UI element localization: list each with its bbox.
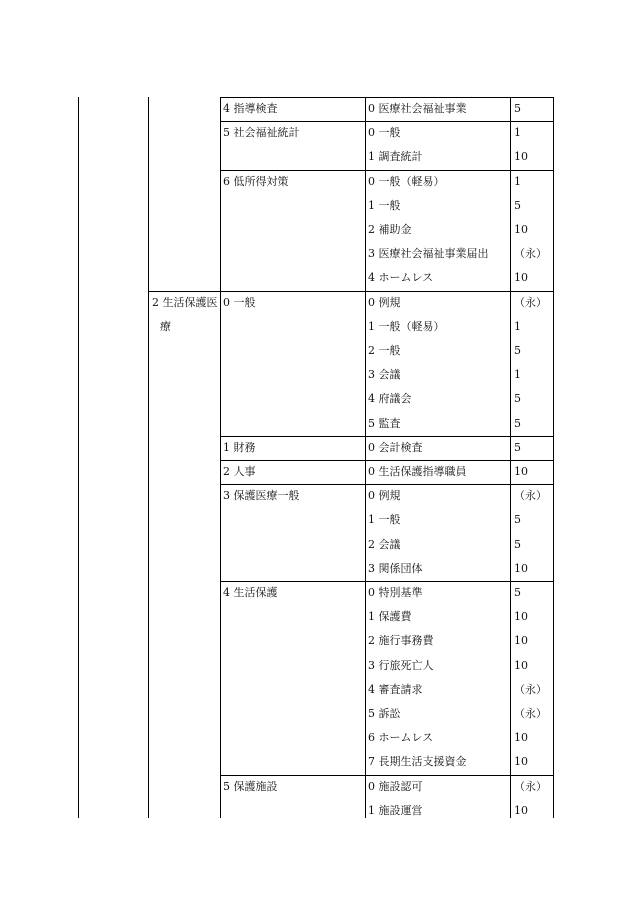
table-right-border	[553, 97, 554, 818]
row-period: 10	[514, 731, 528, 745]
row-period: 5	[514, 513, 521, 527]
row-item: 0 一般（軽易）	[368, 174, 445, 188]
row-item: 0 施設認可	[368, 779, 423, 793]
row-period: 5	[514, 537, 521, 551]
group-divider	[220, 460, 554, 461]
row-period: （永）	[514, 295, 547, 309]
row-item: 0 一般	[368, 126, 401, 140]
row-item: 5 訴訟	[368, 707, 401, 720]
row-item: 3 関係団体	[368, 561, 423, 575]
row-period: 5	[514, 586, 521, 599]
row-period: 10	[514, 658, 528, 672]
level3-label: 4 指導検査	[223, 102, 278, 115]
row-item: 4 府議会	[368, 392, 412, 406]
table-top-border	[220, 97, 554, 98]
row-item: 1 一般	[368, 198, 401, 212]
row-item: 1 一般	[368, 513, 401, 527]
column-divider	[365, 97, 366, 818]
row-item: 3 行旅死亡人	[368, 658, 434, 672]
row-item: 2 補助金	[368, 223, 412, 236]
row-period: （永）	[514, 779, 547, 793]
row-item: 2 施行事務費	[368, 634, 434, 648]
row-item: 1 調査統計	[368, 150, 423, 164]
level3-label: 3 保護医療一般	[223, 489, 300, 503]
row-period: （永）	[514, 489, 547, 503]
level3-label: 2 人事	[223, 465, 256, 478]
level2-label: 2 生活保護医	[152, 295, 218, 309]
row-period: （永）	[514, 682, 547, 696]
row-period: 1	[514, 368, 521, 382]
column-divider	[510, 97, 511, 818]
row-period: 10	[514, 610, 528, 624]
level3-label: 5 社会福祉統計	[223, 126, 300, 140]
level3-label: 1 財務	[223, 440, 256, 454]
row-item: 0 特別基準	[368, 586, 423, 599]
group-divider	[220, 484, 554, 485]
row-item: 5 監査	[368, 416, 401, 430]
row-period: （永）	[514, 247, 547, 261]
row-period: 10	[514, 803, 528, 817]
row-period: 1	[514, 174, 521, 188]
row-period: 1	[514, 126, 521, 140]
group-divider	[220, 121, 554, 122]
level2-label-continued: 療	[160, 319, 171, 333]
row-item: 0 医療社会福祉事業	[368, 102, 467, 115]
row-period: 10	[514, 271, 528, 285]
row-item: 0 例規	[368, 295, 401, 309]
row-item: 4 ホームレス	[368, 271, 434, 285]
row-period: 10	[514, 223, 528, 236]
row-item: 7 長期生活支援資金	[368, 755, 467, 769]
row-item: 3 医療社会福祉事業届出	[368, 247, 489, 261]
column-divider	[220, 97, 221, 818]
row-period: 5	[514, 344, 521, 357]
row-item: 3 会議	[368, 368, 401, 382]
table-left-border	[78, 97, 79, 818]
row-period: 10	[514, 465, 528, 478]
row-period: 5	[514, 392, 521, 406]
level3-label: 0 一般	[223, 295, 256, 309]
row-item: 2 一般	[368, 344, 401, 357]
row-period: 10	[514, 150, 528, 164]
group-divider	[220, 581, 554, 582]
level3-label: 5 保護施設	[223, 779, 278, 793]
row-item: 1 保護費	[368, 610, 412, 624]
group-divider	[220, 775, 554, 776]
group-divider	[148, 291, 554, 292]
row-period: 5	[514, 102, 521, 115]
level3-label: 6 低所得対策	[223, 174, 289, 188]
row-item: 2 会議	[368, 537, 401, 551]
row-item: 1 施設運営	[368, 803, 423, 817]
row-item: 1 一般（軽易）	[368, 319, 445, 333]
row-item: 0 会計検査	[368, 440, 423, 454]
row-item: 6 ホームレス	[368, 731, 434, 745]
row-item: 0 生活保護指導職員	[368, 465, 467, 478]
row-period: 10	[514, 634, 528, 648]
group-divider	[220, 170, 554, 171]
row-period: 5	[514, 198, 521, 212]
row-period: 10	[514, 755, 528, 769]
row-item: 0 例規	[368, 489, 401, 503]
group-divider	[220, 436, 554, 437]
row-period: 10	[514, 561, 528, 575]
row-period: 5	[514, 440, 521, 454]
row-period: （永）	[514, 707, 547, 720]
row-item: 4 審査請求	[368, 682, 423, 696]
column-divider	[148, 97, 149, 818]
row-period: 1	[514, 319, 521, 333]
row-period: 5	[514, 416, 521, 430]
level3-label: 4 生活保護	[223, 586, 278, 599]
